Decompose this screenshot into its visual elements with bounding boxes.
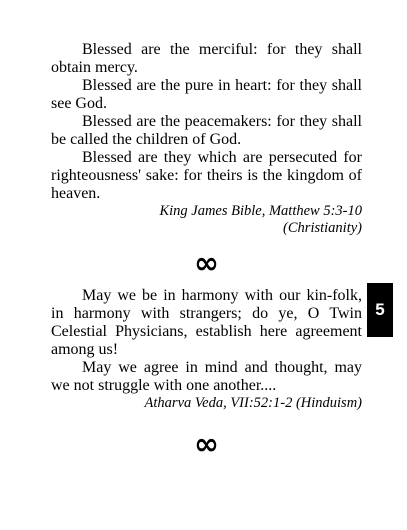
infinity-separator-icon-2: ∞: [194, 427, 219, 462]
hinduism-verse-2: May we agree in mind and thought, may we not struggle with one another....: [51, 359, 362, 394]
christianity-citation-tradition: (Christianity): [283, 220, 362, 236]
christianity-verse-3: Blessed are the peacemakers: for they shall be called the children of God.: [51, 113, 362, 148]
christianity-verse-4: Blessed are they which are persecuted for righteousness' sake: for theirs is the kingdom of heaven.: [51, 149, 362, 202]
hinduism-citation: Atharva Veda, VII:52:1-2 (Hinduism): [144, 395, 362, 411]
hinduism-verse-1: May we be in harmony with our kin-folk, in harmony with strangers; do ye, O Twin Celestial Physicians, establish here agreement among us!: [51, 287, 362, 358]
chapter-tab-number: 5: [375, 300, 385, 319]
christianity-verse-2: Blessed are the pure in heart: for they shall see God.: [51, 77, 362, 112]
christianity-verse-1: Blessed are the merciful: for they shall obtain mercy.: [51, 41, 362, 76]
page-content: [51, 41, 362, 460]
infinity-separator-icon: ∞: [194, 246, 219, 281]
christianity-citation: [51, 203, 362, 237]
christianity-citation-source: King James Bible, Matthew 5:3-10: [159, 203, 362, 219]
chapter-tab: [367, 283, 393, 337]
